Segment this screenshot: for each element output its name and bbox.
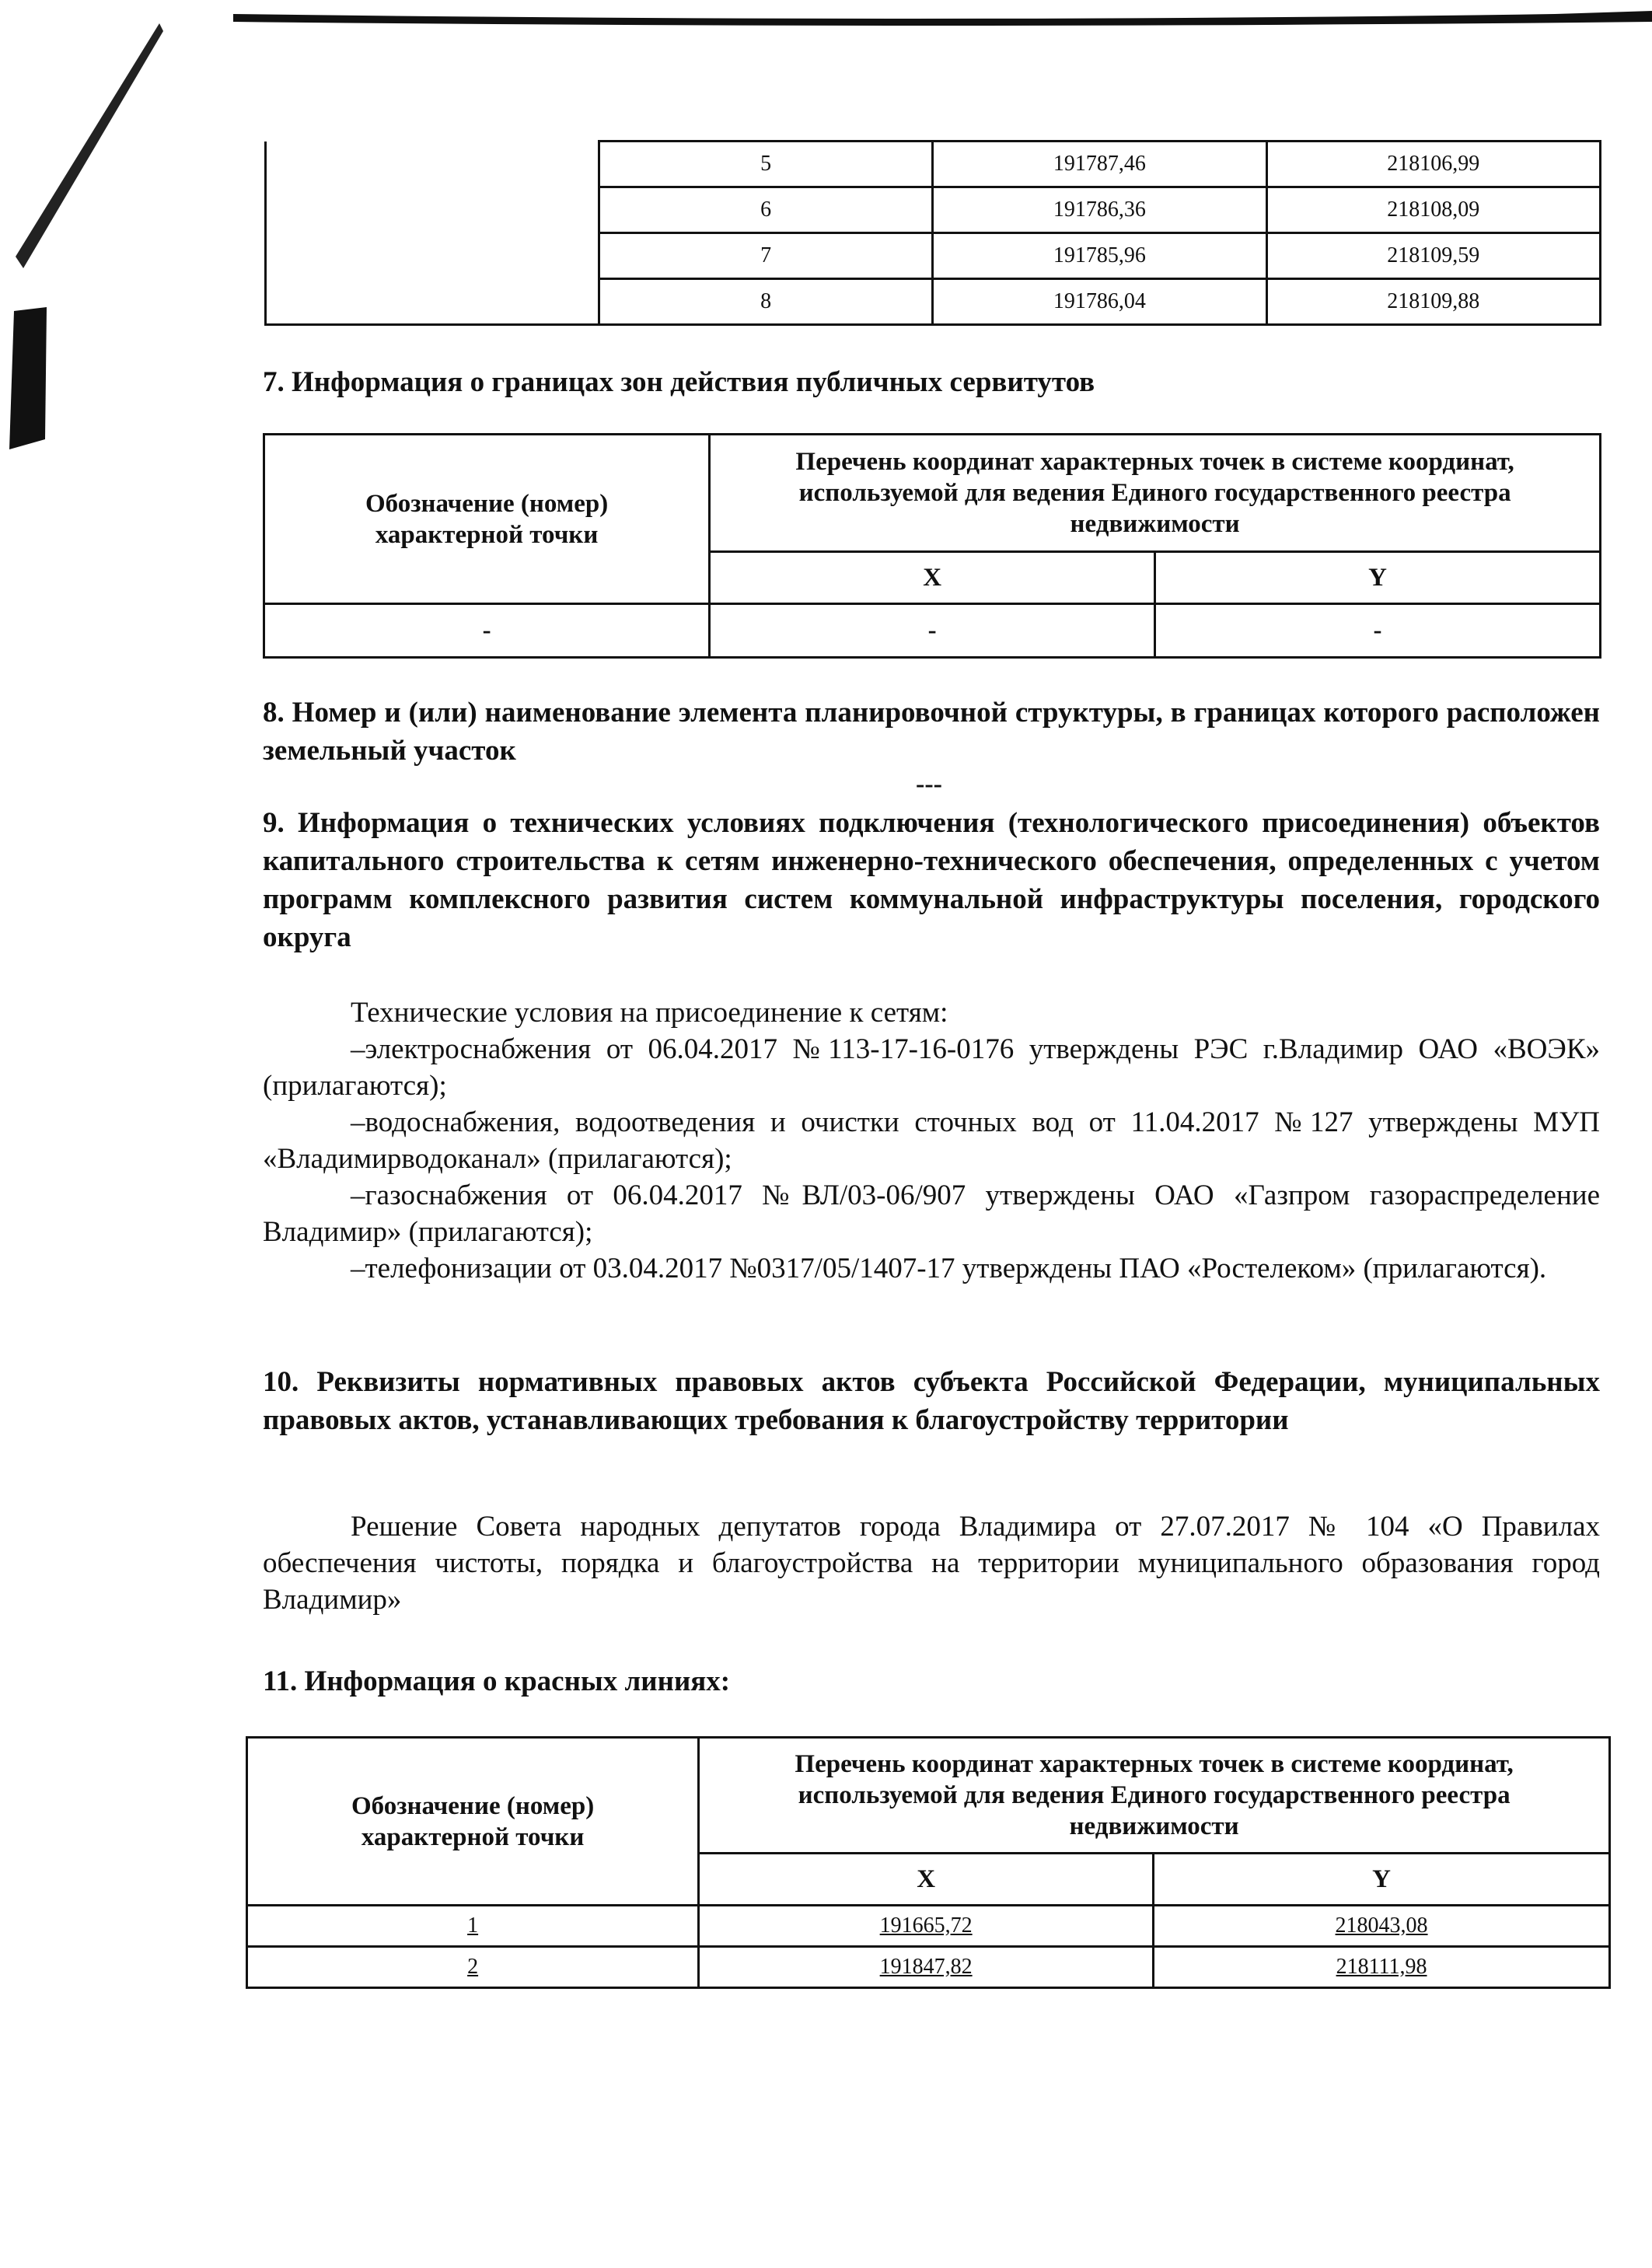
header-point-designation: Обозначение (номер) характерной точки <box>264 435 710 604</box>
servitude-table <box>263 433 1601 659</box>
conditions-intro: Технические условия на присоединение к сетям: <box>351 997 948 1029</box>
table-row <box>264 604 1601 658</box>
header-y: Y <box>1155 552 1601 604</box>
section-8-heading: 8. Номер и (или) наименование элемента планировочной структуры, в границах которого расположен земельный участок <box>263 697 1600 767</box>
regulation-text: Решение Совета народных депутатов города Владимира от 27.07.2017 № 104 «О Правилах обеспечения чистоты, порядка и благоустройства на территории муниципального образования город Владимир» <box>263 1511 1600 1616</box>
coord-y: 218106,99 <box>1266 142 1600 187</box>
coordinates-table-continued <box>264 140 1601 326</box>
header-y: Y <box>1154 1854 1610 1906</box>
coord-y: 218043,08 <box>1154 1906 1610 1947</box>
coord-x: - <box>710 604 1155 658</box>
condition-electricity: –электроснабжения от 06.04.2017 №113-17-16-0176 утверждены РЭС г.Владимир ОАО «ВОЭК» (прилагаются); <box>263 1033 1600 1102</box>
condition-gas: –газоснабжения от 06.04.2017 №ВЛ/03-06/907 утверждены ОАО «Газпром газораспределение Владимир» (прилагаются); <box>263 1179 1600 1248</box>
table-row <box>247 1947 1610 1988</box>
coord-y: 218111,98 <box>1154 1947 1610 1988</box>
point-number: 1 <box>247 1906 699 1947</box>
point-number: 6 <box>599 187 933 233</box>
section-10-body <box>263 1508 1600 1618</box>
section-9-body <box>263 994 1600 1287</box>
section-8-value: --- <box>916 770 942 799</box>
coord-y: 218109,59 <box>1266 233 1600 279</box>
scan-edge-artifact <box>0 0 187 467</box>
coord-y: - <box>1155 604 1601 658</box>
section-10-heading: 10. Реквизиты нормативных правовых актов субъекта Российской Федерации, муниципальных правовых актов, устанавливающих требования к благоустройству территории <box>263 1366 1600 1436</box>
header-point-designation: Обозначение (номер) характерной точки <box>247 1738 699 1906</box>
table-row <box>266 142 1601 187</box>
header-coordinates-list: Перечень координат характерных точек в системе координат, используемой для ведения Единого государственного реестра недвижимости <box>710 435 1601 552</box>
section-7-heading: 7. Информация о границах зон действия публичных сервитутов <box>263 366 1095 398</box>
coord-y: 218108,09 <box>1266 187 1600 233</box>
coord-x: 191785,96 <box>933 233 1266 279</box>
section-11-heading: 11. Информация о красных линиях: <box>263 1665 731 1697</box>
header-x: X <box>699 1854 1154 1906</box>
condition-telephone: –телефонизации от 03.04.2017 №0317/05/1407-17 утверждены ПАО «Ростелеком» (прилагаются). <box>351 1253 1547 1284</box>
point-number: - <box>264 604 710 658</box>
header-x: X <box>710 552 1155 604</box>
point-number: 7 <box>599 233 933 279</box>
coord-x: 191847,82 <box>699 1947 1154 1988</box>
header-coordinates-list: Перечень координат характерных точек в системе координат, используемой для ведения Единого государственного реестра недвижимости <box>699 1738 1610 1854</box>
condition-water: –водоснабжения, водоотведения и очистки сточных вод от 11.04.2017 №127 утверждены МУП «Владимирводоканал» (прилагаются); <box>263 1106 1600 1175</box>
section-9-heading: 9. Информация о технических условиях подключения (технологического присоединения) объектов капитального строительства к сетям инженерно-технического обеспечения, определенных с учетом программ комплексного развития систем коммунальной инфраструктуры поселения, городского округа <box>263 807 1600 953</box>
table-row <box>247 1906 1610 1947</box>
red-lines-table <box>246 1736 1611 1989</box>
merged-empty-cell <box>266 142 599 325</box>
scan-border-artifact <box>233 6 1652 26</box>
coord-x: 191665,72 <box>699 1906 1154 1947</box>
coord-y: 218109,88 <box>1266 279 1600 325</box>
point-number: 2 <box>247 1947 699 1988</box>
coord-x: 191787,46 <box>933 142 1266 187</box>
point-number: 8 <box>599 279 933 325</box>
point-number: 5 <box>599 142 933 187</box>
coord-x: 191786,36 <box>933 187 1266 233</box>
coord-x: 191786,04 <box>933 279 1266 325</box>
